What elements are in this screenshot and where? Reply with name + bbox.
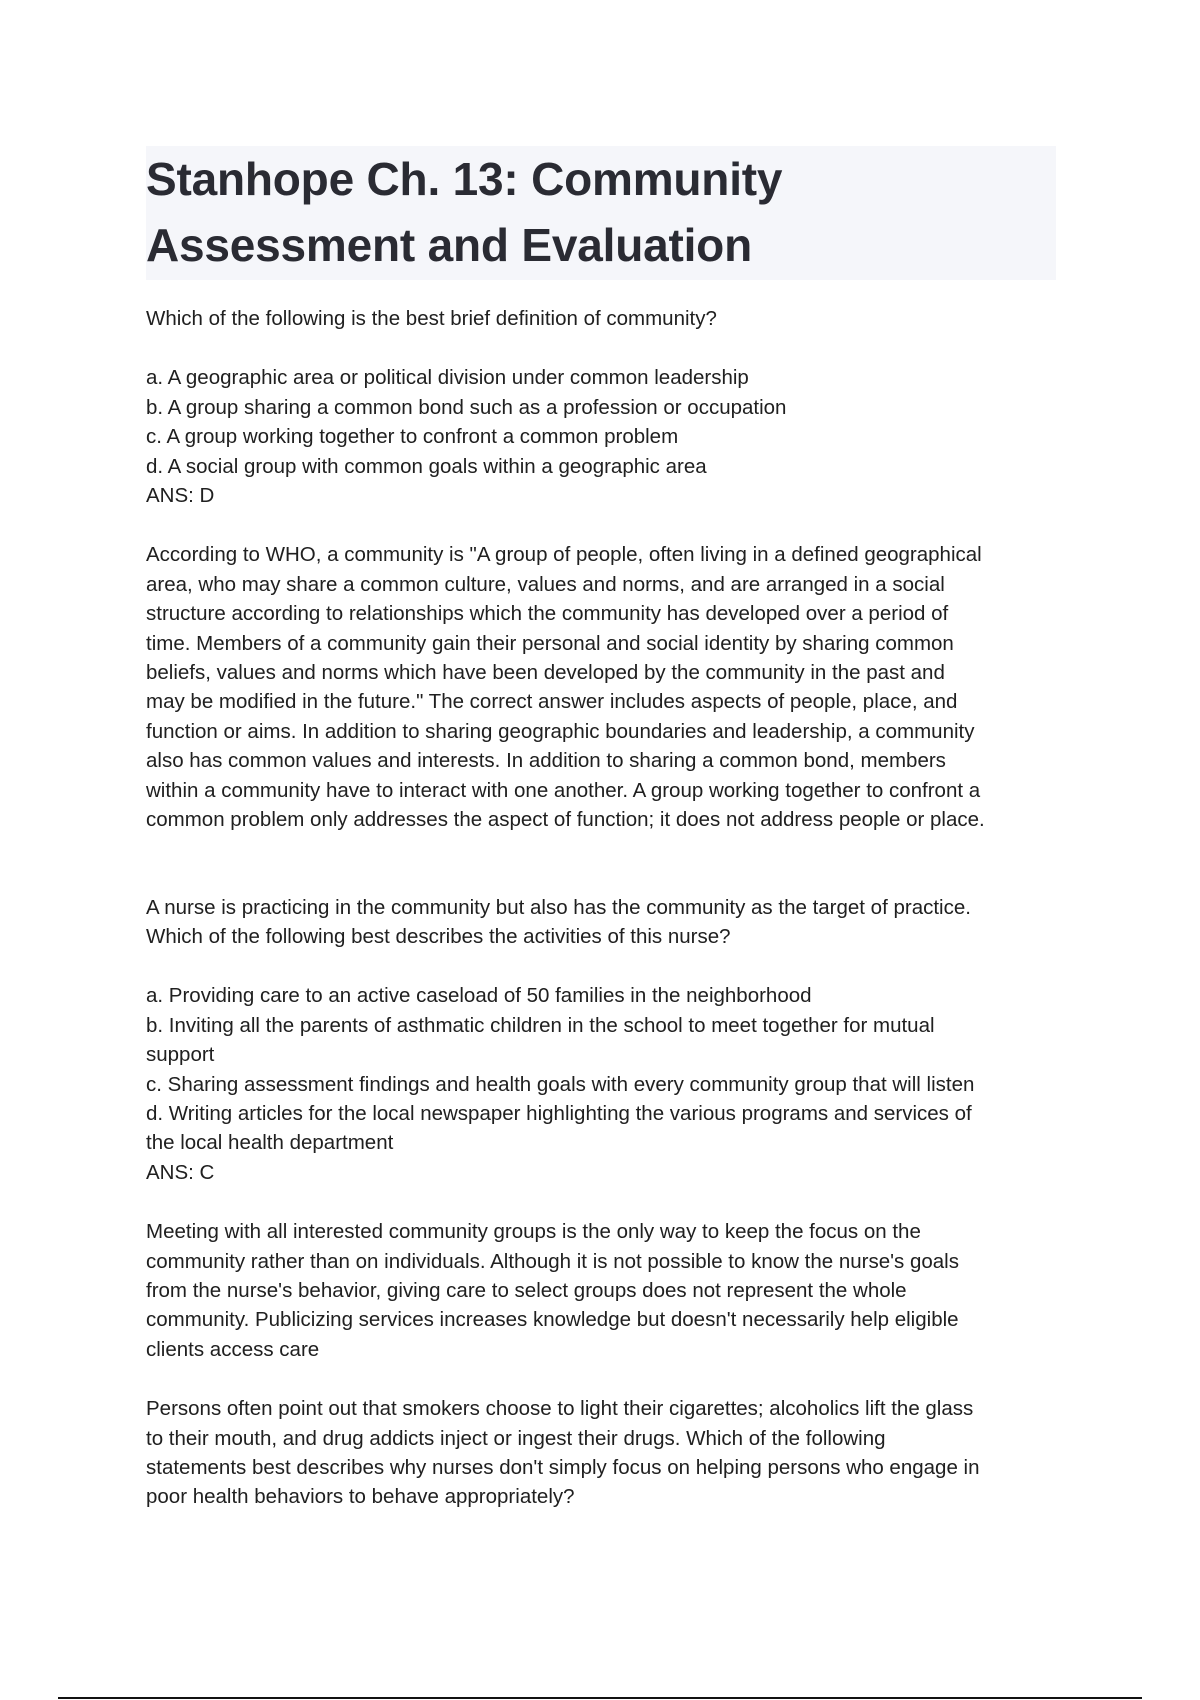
question-line: Persons often point out that smokers choose to light their cigarettes; alcoholics lift the glass <box>146 1397 974 1421</box>
rationale-line: within a community have to interact with one another. A group working together to confront a <box>146 778 981 802</box>
question-block-3 <box>146 1394 1066 1512</box>
rationale-line: from the nurse's behavior, giving care to select groups does not represent the whole <box>146 1278 907 1302</box>
answer-options <box>146 981 1066 1157</box>
option-d: d. Writing articles for the local newspaper highlighting the various programs and services of <box>146 1101 972 1125</box>
option-a: a. A geographic area or political division under common leadership <box>146 366 749 390</box>
rationale-line: clients access care <box>146 1337 320 1361</box>
rationale-line: community rather than on individuals. Although it is not possible to know the nurse's goals <box>146 1249 959 1273</box>
option-b-continued: support <box>146 1043 215 1067</box>
document-body <box>146 304 1066 1512</box>
question-text: Which of the following is the best brief definition of community? <box>146 307 717 330</box>
option-c: c. Sharing assessment findings and health goals with every community group that will listen <box>146 1072 975 1096</box>
question-line: A nurse is practicing in the community but also has the community as the target of practice. <box>146 895 971 919</box>
rationale <box>146 1217 1066 1364</box>
question-text <box>146 893 1066 952</box>
answer-key: ANS: C <box>146 1160 215 1184</box>
option-b: b. A group sharing a common bond such as a profession or occupation <box>146 395 787 419</box>
question-text <box>146 1394 1066 1512</box>
title-line-2: Assessment and Evaluation <box>146 219 752 271</box>
option-b: b. Inviting all the parents of asthmatic children in the school to meet together for mutual <box>146 1013 935 1037</box>
rationale-line: function or aims. In addition to sharing geographic boundaries and leadership, a community <box>146 719 975 743</box>
page-bottom-rule <box>58 1697 1142 1699</box>
question-line: statements best describes why nurses don't simply focus on helping persons who engage in <box>146 1456 980 1479</box>
page-title <box>146 146 1056 278</box>
option-a: a. Providing care to an active caseload of 50 families in the neighborhood <box>146 984 812 1008</box>
option-c: c. A group working together to confront a common problem <box>146 425 679 449</box>
question-block-2 <box>146 893 1066 1365</box>
rationale-line: Meeting with all interested community groups is the only way to keep the focus on the <box>146 1220 921 1244</box>
rationale-line: may be modified in the future." The correct answer includes aspects of people, place, and <box>146 690 958 714</box>
option-d: d. A social group with common goals within a geographic area <box>146 454 707 478</box>
question-block-1 <box>146 304 1066 835</box>
question-line: Which of the following best describes the activities of this nurse? <box>146 924 731 948</box>
rationale-line: structure according to relationships which the community has developed over a period of <box>146 602 949 626</box>
rationale-line: time. Members of a community gain their personal and social identity by sharing common <box>146 631 954 655</box>
rationale-line: According to WHO, a community is "A group of people, often living in a defined geographical <box>146 543 982 567</box>
title-block <box>146 146 1056 280</box>
answer-key: ANS: D <box>146 484 215 508</box>
title-line-1: Stanhope Ch. 13: Community <box>146 153 783 205</box>
option-d-continued: the local health department <box>146 1131 394 1155</box>
rationale-line: community. Publicizing services increases knowledge but doesn't necessarily help eligible <box>146 1308 959 1332</box>
rationale-line: area, who may share a common culture, values and norms, and are arranged in a social <box>146 572 945 596</box>
question-line: to their mouth, and drug addicts inject or ingest their drugs. Which of the following <box>146 1426 886 1450</box>
question-line: poor health behaviors to behave appropriately? <box>146 1485 575 1509</box>
rationale-line: beliefs, values and norms which have been developed by the community in the past and <box>146 661 945 685</box>
rationale-line: common problem only addresses the aspect of function; it does not address people or place. <box>146 808 985 832</box>
answer-options <box>146 363 1066 481</box>
rationale-line: also has common values and interests. In addition to sharing a common bond, members <box>146 749 946 773</box>
rationale <box>146 540 1066 834</box>
